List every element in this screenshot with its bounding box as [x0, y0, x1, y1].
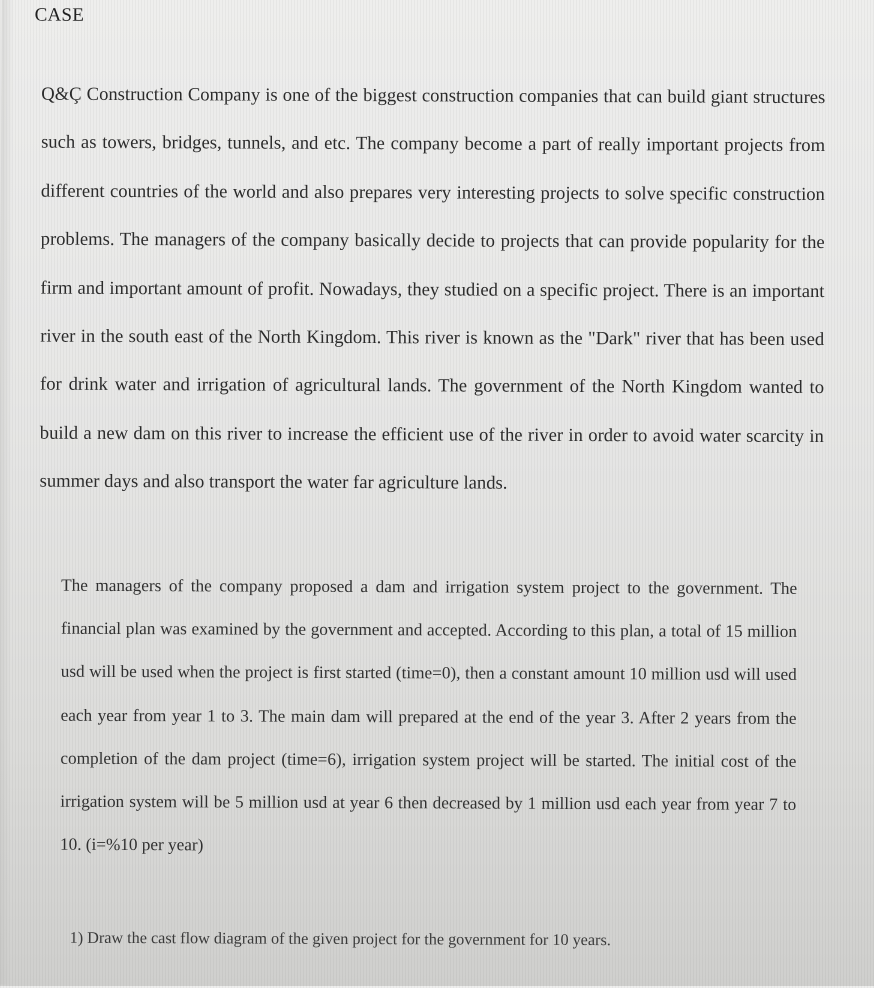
case-heading: CASE [34, 4, 85, 26]
case-paragraph-intro: Q&Ç Construction Company is one of the biggest construction companies that can build giant structures such as towers, bridges, tunnels, and etc. The company become a part of really important projects from different countries of the world and also prepares very interesting projects to solve specific construction problems. The managers of the company basically decide to projects that can provide popularity for the firm and important amount of profit. Nowadays, they studied on a specific project. There is an important river in the south east of the North Kingdom. This river is known as the "Dark" river that has been used for drink water and irrigation of agricultural lands. The government of the North Kingdom wanted to build a new dam on this river to increase the efficient use of the river in order to avoid water scarcity in summer days and also transport the water far agriculture lands. [39, 83, 826, 494]
question-1: 1) Draw the cast flow diagram of the given project for the government for 10 years. [69, 928, 611, 950]
screen-edge-shade [0, 0, 14, 985]
case-paragraph-financial-plan: The managers of the company proposed a dam and irrigation system project to the government. The financial plan was examined by the government and accepted. According to this plan, a total of 15 million usd will be used when the project is first started (time=0), then a constant amount 10 million usd will used each year from year 1 to 3. The main dam will prepared at the end of the year 3. After 2 years from the completion of the dam project (time=6), irrigation system project will be started. The initial cost of the irrigation system will be 5 million usd at year 6 then decreased by 1 million usd each year from year 7 to 10. (i=%10 per year) [59, 575, 798, 855]
